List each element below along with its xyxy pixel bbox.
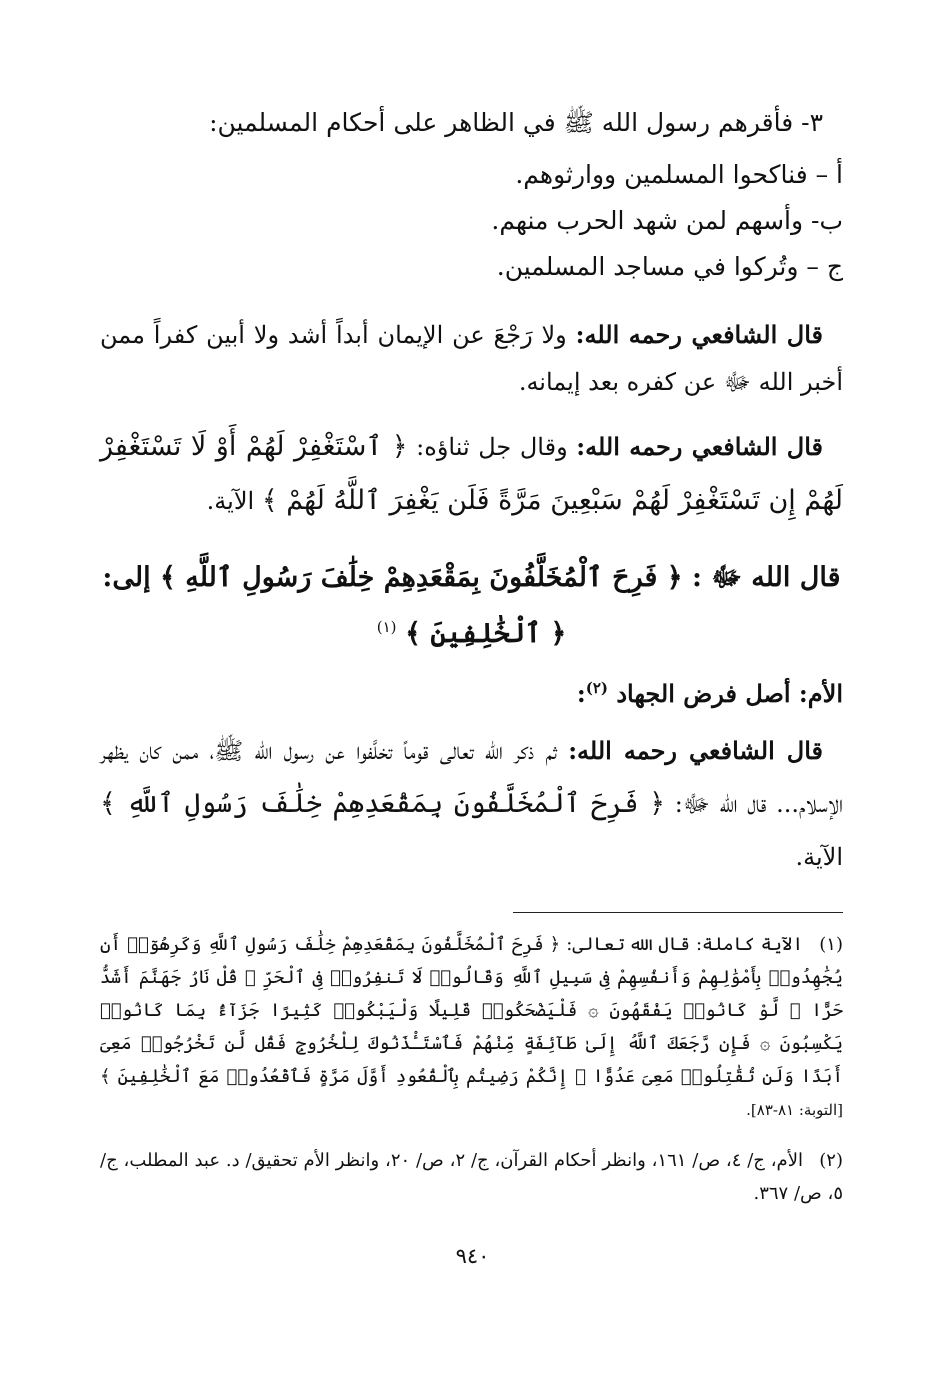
speaker-label: قال الشافعي رحمه الله: bbox=[568, 736, 823, 765]
quran-verse: ﴿ فَرِحَ ٱلْمُخَلَّفُونَ بِمَقْعَدِهِمْ خِلَٰفَ رَسُولِ ٱللَّهِ ﴾ إلى: bbox=[102, 562, 693, 593]
footnote-ref: (١) bbox=[376, 618, 397, 636]
item-3-c: ج – وتُركوا في مساجد المسلمين. bbox=[496, 252, 843, 281]
footnote-text: الأم، ج/ ٤، ص/ ١٦١، وانظر أحكام القرآن، ج/ ٢، ص/ ٢٠، وانظر الأم تحقيق/ د. عبد المطلب، ج/ ٥، ص/ ٣٦٧. bbox=[100, 1150, 843, 1204]
paragraph-shafii-1 bbox=[100, 311, 843, 406]
speaker-label: قال الشافعي رحمه الله: bbox=[575, 320, 823, 349]
footnote-2 bbox=[100, 1144, 843, 1210]
speaker-label: قال الشافعي رحمه الله: bbox=[576, 432, 823, 461]
quran-verse-end: ﴿ ٱلْخَٰلِفِينَ ﴾ bbox=[405, 618, 567, 649]
footnote-separator bbox=[513, 912, 843, 913]
footnote-1 bbox=[100, 928, 843, 1127]
page-number: ٩٤٠ bbox=[455, 1244, 490, 1268]
item-3-line: ٣- فأقرهم رسول الله ﷺ في الظاهر على أحكام المسلمين: bbox=[209, 108, 823, 137]
list-item-3 bbox=[100, 100, 843, 290]
footnote-citation: [التوبة: ٨١-٨٣]. bbox=[746, 1101, 843, 1119]
paragraph-shafii-2 bbox=[100, 420, 843, 528]
heading-colon: : bbox=[576, 679, 586, 708]
quran-centered-block bbox=[100, 548, 843, 660]
paragraph-text-end: الآية. bbox=[795, 843, 843, 871]
speaker-label: قال الله ﷻ : bbox=[692, 562, 841, 593]
heading-text: الأم: أصل فرض الجهاد bbox=[616, 679, 843, 708]
quran-verse: ﴿ فَرِحَ ٱلْمُخَلَّفُونَ بِمَقْعَدِهِمْ خِلَٰفَ رَسُولِ ٱللَّهِ ﴾ bbox=[100, 788, 666, 819]
paragraph-text: وقال جل ثناؤه: bbox=[407, 433, 577, 461]
paragraph-shafii-3 bbox=[100, 724, 843, 884]
footnote-number: (٢) bbox=[819, 1150, 843, 1171]
section-heading bbox=[100, 672, 843, 716]
paragraph-text-end: الآية. bbox=[206, 487, 262, 515]
paragraph-text: ولا رَجْعَ عن الإيمان أبداً أشد ولا أبين كفراً ممن أخبر الله ﷻ عن كفره بعد إيمانه. bbox=[100, 321, 843, 396]
item-3-a: أ – فناكحوا المسلمين ووارثوهم. bbox=[515, 160, 843, 189]
item-3-b: ب- وأسهم لمن شهد الحرب منهم. bbox=[491, 206, 843, 235]
quran-verse: ﴿ ٱسْتَغْفِرْ لَهُمْ أَوْ لَا تَسْتَغْفِرْ لَهُمْ إِن تَسْتَغْفِرْ لَهُمْ سَبْعِينَ مَرَّةً فَلَن يَغْفِرَ ٱللَّهُ لَهُمْ ﴾ bbox=[100, 431, 843, 516]
footnote-ref: (٢) bbox=[585, 679, 608, 697]
footnote-text: الآية كاملة: قال الله تعالى: ﴿ فَرِحَ ٱلْمُخَلَّفُونَ بِمَقْعَدِهِمْ خِلَٰفَ رَسُولِ ٱللَّهِ وَكَرِهُوٓا۟ أَن يُجَٰهِدُوا۟ بِأَمْوَٰلِهِمْ وَأَنفُسِهِمْ فِى سَبِيلِ ٱللَّهِ وَقَالُوا۟ لَا تَنفِرُوا۟ فِى ٱلْحَرِّ ۗ قُلْ نَارُ جَهَنَّمَ أَشَدُّ حَرًّا ۚ لَّوْ كَانُوا۟ يَفْقَهُونَ ۞ فَلْيَضْحَكُوا۟ قَلِيلًا وَلْيَبْكُوا۟ كَثِيرًا جَزَآءًۢ بِمَا كَانُوا۟ يَكْسِبُونَ ۞ فَإِن رَّجَعَكَ ٱللَّهُ إِلَىٰ طَآئِفَةٍ مِّنْهُمْ فَٱسْتَـْٔذَنُوكَ لِلْخُرُوجِ فَقُل لَّن تَخْرُجُوا۟ مَعِىَ أَبَدًا وَلَن تُقَٰتِلُوا۟ مَعِىَ عَدُوًّا ۖ إِنَّكُمْ رَضِيتُم بِٱلْقُعُودِ أَوَّلَ مَرَّةٍ فَٱقْعُدُوا۟ مَعَ ٱلْخَٰلِفِينَ ﴾ bbox=[100, 934, 843, 1087]
paragraph-text: ثم ذكر الله تعالى قوماً تخلَّفوا عن رسول الله ﷺ، ممن كان يظهر الإسلام... قال الله ﷻ: bbox=[100, 737, 843, 818]
footnote-number: (١) bbox=[819, 934, 843, 955]
